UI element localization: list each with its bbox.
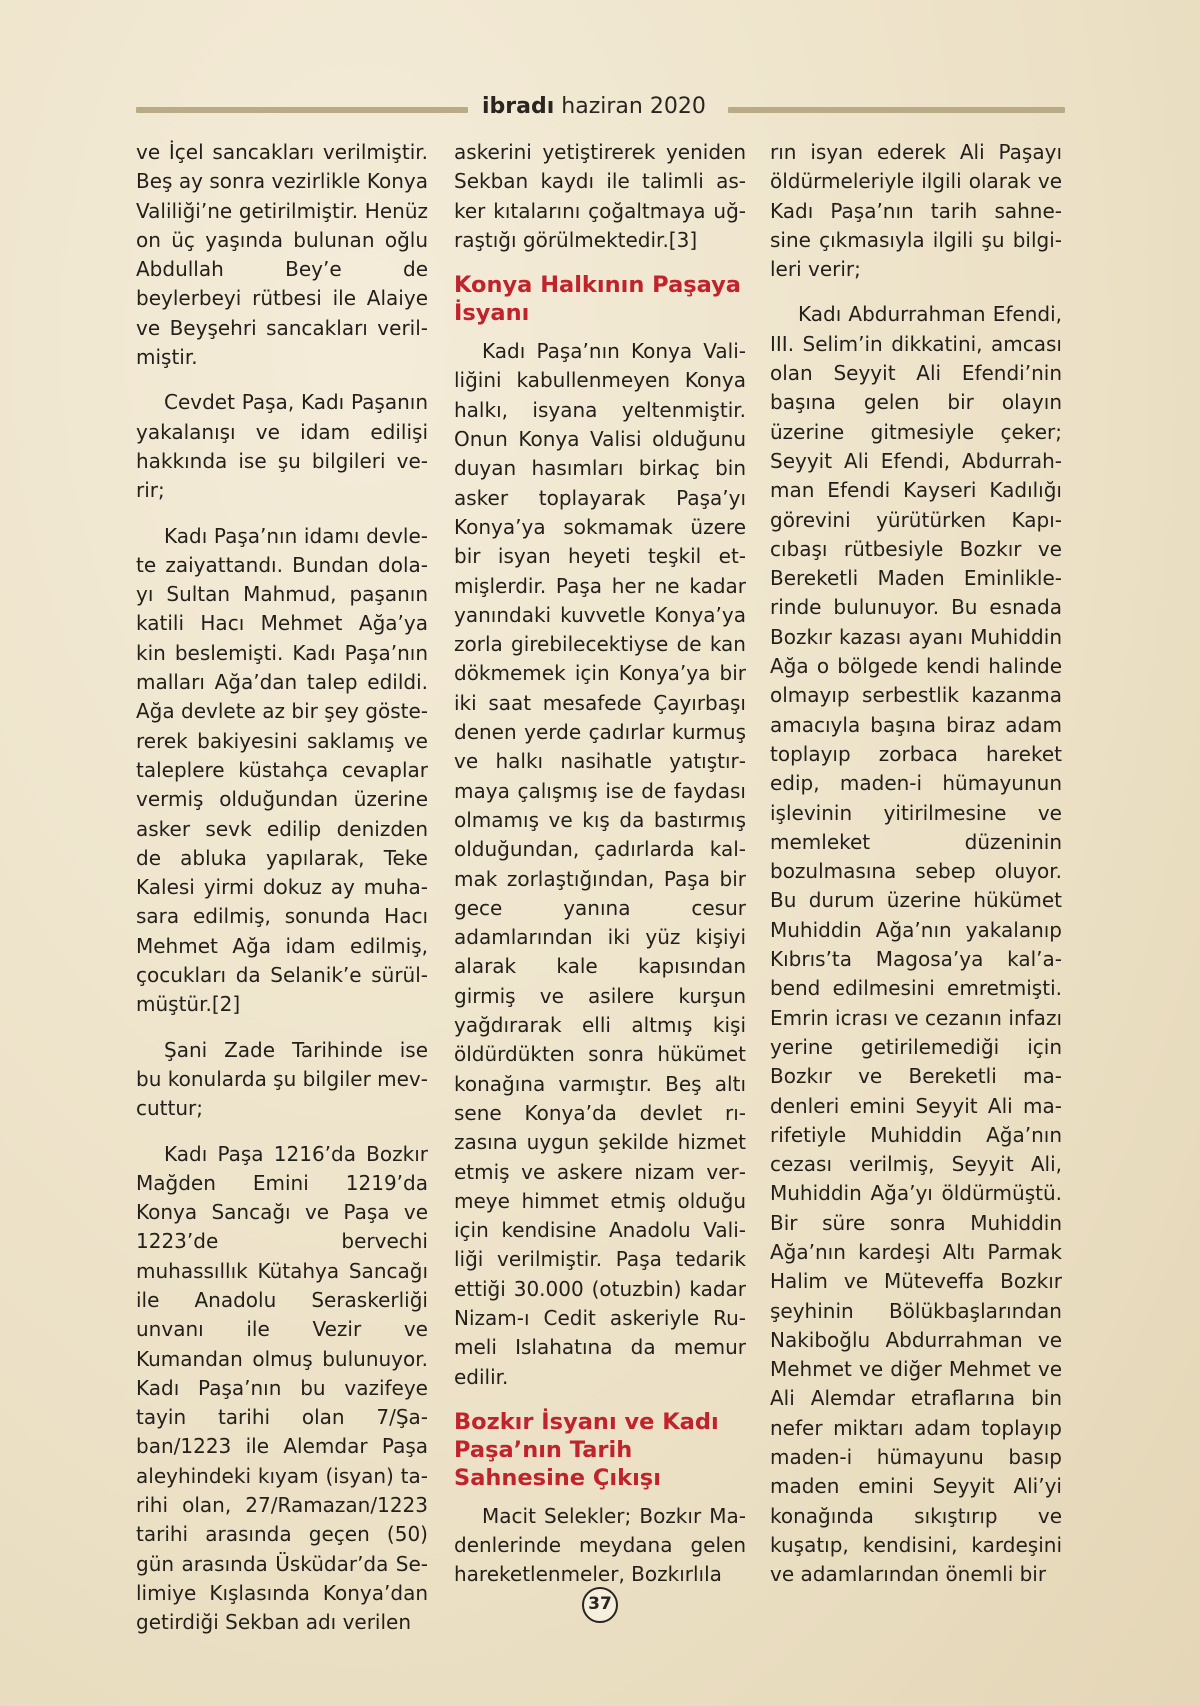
paragraph: Kadı Abdurrahman Efendi, III. Selim’in dikkatini, amcası olan Seyyit Ali Efendi’nin başına gelen bir olayın üzerine gitmesiyle çeker; Seyyit Ali Efendi, Abdurrahman Efendi Kayseri Kadılığı görevini yürütürken Kapıcıbaşı rütbesiyle Bozkır ve Bereketli Maden Eminliklerinde bulunuyor. Bu esnada Bozkır kazası ayanı Muhiddin Ağa o bölgede kendi halinde olmayıp serbestlik kazanma amacıyla başına biraz adam toplayıp zorbaca hareket edip, maden-i hümayunun işlevinin yitirilmesine ve memleket düzeninin bozulmasına sebep oluyor. Bu durum üzerine hükümet Muhiddin Ağa’nın yakalanıp Kıbrıs’ta Magosa’ya kal’abend edilmesini emretmişti. Emrin icrası ve cezanın infazı yerine getirilemediği için Bozkır ve Bereketli madenleri emini Seyyit Ali marifetiyle Muhiddin Ağa’nın cezası verilmiş, Seyyit Ali, Muhiddin Ağa’yı öldürmüştü. Bir süre sonra Muhiddin Ağa’nın kardeşi Altı Parmak Halim ve Müteveffa Bozkır şeyhinin Bölükbaşlarından Nakiboğlu Abdurrahman ve Mehmet ve diğer Mehmet ve Ali Alemdar etraflarına bin nefer miktarı adam toplayıp maden-i hümayunu basıp maden emini Seyyit Ali’yi konağında sıkıştırıp ve kuşatıp, kendisini, kardeşini ve adamlarından önemli bir (770, 302, 1062, 1587)
page-header (136, 92, 1065, 122)
paragraph: askerini yetiştirerek yeniden Sekban kaydı ile talimli asker kıtalarını çoğaltmaya uğraştığı görülmektedir.[3] (454, 140, 746, 252)
section-heading: Bozkır İsyanı ve Kadı Paşa’nın Tarih Sahnesine Çıkışı (454, 1408, 719, 1491)
issue-date: haziran 2020 (561, 94, 706, 119)
header-rule-right (728, 107, 1065, 113)
masthead (482, 92, 716, 122)
paragraph: Kadı Paşa 1216’da Bozkır Mağden Emini 1219’da Konya Sancağı ve Paşa ve 1223’de bervechi muhassıllık Kütahya Sancağı ile Anadolu Seraskerliği unvanı ile Vezir ve Kumandan olmuş bulunuyor. Kadı Paşa’nın bu vazifeye tayin tarihi olan 7/Şaban/1223 ile Alemdar Paşa aleyhindeki kıyam (isyan) tarihi olan, 27/Ramazan/1223 tarihi arasında geçen (50) gün arasında Üsküdar’da Selimiye Kışlasında Konya’dan getirdiği Sekban adı verilen (136, 1141, 428, 1635)
magazine-brand: ibradı (482, 94, 555, 119)
paragraph: ve İçel sancakları verilmiştir. Beş ay sonra vezirlikle Konya Valiliği’ne getirilmiştir. Henüz on üç yaşında bulunan oğlu Abdullah Bey’e de beylerbeyi rütbesi ile Alaiye ve Beyşehri sancakları verilmiştir. (136, 140, 428, 370)
paragraph: Cevdet Paşa, Kadı Paşanın yakalanışı ve idam edilişi hakkında ise şu bilgileri verir; (136, 390, 428, 503)
column-3 (770, 138, 1062, 1606)
paragraph: rın isyan ederek Ali Paşayı öldürmeleriyle ilgili olarak ve Kadı Paşa’nın tarih sahnesine çıkmasıyla ilgili şu bilgileri verir; (770, 140, 1062, 282)
section-heading: Konya Halkının Paşaya İsyanı (454, 272, 741, 327)
header-rule-left (136, 107, 468, 113)
paragraph: Kadı Paşa’nın idamı devlete zaiyattandı. Bundan dolayı Sultan Mahmud, paşanın katili Hacı Mehmet Ağa’ya kin beslemişti. Kadı Paşa’nın malları Ağa’dan talep edildi. Ağa devlete az bir şey göstererek bakiyesini saklamış ve taleplere küstahça cevaplar vermiş olduğundan üzerine asker sevk edilip denizden de abluka yapılarak, Teke Kalesi yirmi dokuz ay muhasara edilmiş, sonunda Hacı Mehmet Ağa idam edilmiş, çocukları da Selanik’e sürülmüştür.[2] (136, 523, 428, 1017)
paragraph: Şani Zade Tarihinde ise bu konularda şu bilgiler mevcuttur; (136, 1037, 428, 1121)
column-1 (136, 138, 428, 1654)
paragraph: Macit Selekler; Bozkır Madenlerinde meydana gelen hareketlenmeler, Bozkırlıla (454, 1503, 746, 1587)
column-2 (454, 138, 746, 1606)
page-number-badge: 37 (582, 1587, 618, 1623)
paragraph: Kadı Paşa’nın Konya Valiliğini kabullenmeyen Konya halkı, isyana yeltenmiştir. Onun Konya Valisi olduğunu duyan hasımları birkaç bin asker toplayarak Paşa’yı Konya’ya sokmamak üzere bir isyan heyeti teşkil etmişlerdir. Paşa her ne kadar yanındaki kuvvetle Konya’ya zorla girebilecektiyse de kan dökmemek için Konya’ya bir iki saat mesafede Çayırbaşı denen yerde çadırlar kurmuş ve halkı nasihatle yatıştırmaya çalışmış ise de faydası olmamış ve kış da bastırmış olduğundan, çadırlarda kalmak zorlaştığından, Paşa bir gece yanına cesur adamlarından iki yüz kişiyi alarak kale kapısından girmiş ve asilere kurşun yağdırarak elli altmış kişi öldürdükten sonra hükümet konağına varmıştır. Beş altı sene Konya’da devlet rızasına uygun şekilde hizmet etmiş ve askere nizam vermeye himmet etmiş olduğu için kendisine Anadolu Valiliği verilmiştir. Paşa tedarik ettiği 30.000 (otuzbin) kadar Nizam-ı Cedit askeriyle Rumeli Islahatına da memur edilir. (454, 339, 746, 1389)
